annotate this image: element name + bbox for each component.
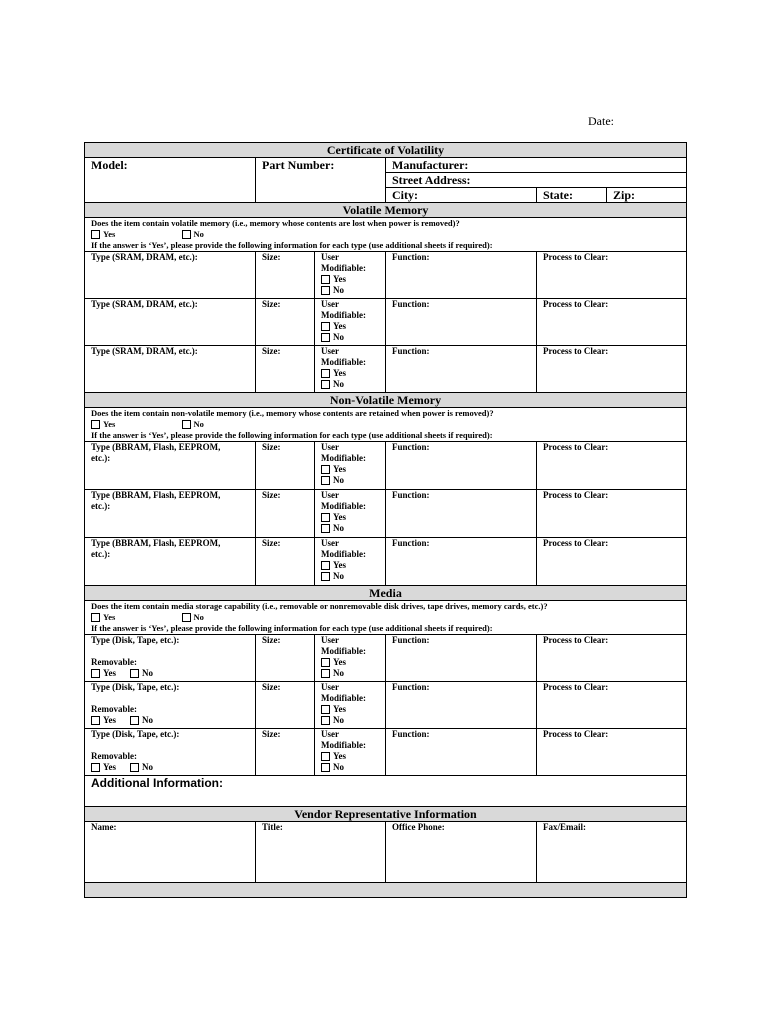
modifiable-no-checkbox[interactable] [321,572,330,581]
modifiable-yes-checkbox[interactable] [321,322,330,331]
removable-label: Removable: [91,704,137,714]
function-field[interactable]: Function: [386,252,537,299]
yes-label: Yes [333,368,346,378]
vendor-fax-email-field[interactable]: Fax/Email: [537,822,687,883]
process-field[interactable]: Process to Clear: [537,252,687,299]
removable-no-checkbox[interactable] [130,716,139,725]
user-label: User [321,635,339,645]
yes-label: Yes [333,657,346,667]
model-field[interactable]: Model: [85,158,256,203]
user-label: User [321,346,339,356]
function-field[interactable]: Function: [386,682,537,729]
yes-label: Yes [333,560,346,570]
media-row [85,635,687,682]
media-no-checkbox[interactable] [182,613,191,622]
process-field[interactable]: Process to Clear: [537,538,687,586]
modifiable-yes-checkbox[interactable] [321,705,330,714]
process-field[interactable]: Process to Clear: [537,299,687,346]
nonvolatile-memory-title: Non-Volatile Memory [85,393,687,408]
user-label: User [321,729,339,739]
function-field[interactable]: Function: [386,346,537,393]
function-field[interactable]: Function: [386,490,537,538]
vendor-phone-field[interactable]: Office Phone: [386,822,537,883]
user-label: User [321,442,339,452]
size-field[interactable]: Size: [256,252,315,299]
certificate-table [84,142,687,898]
nonvolatile-yes-label: Yes [103,419,116,429]
no-label: No [333,332,344,342]
size-field[interactable]: Size: [256,729,315,776]
user-label: User [321,538,339,548]
user-modifiable-cell [315,442,386,490]
removable-yes-checkbox[interactable] [91,669,100,678]
type-field[interactable]: Type (BBRAM, Flash, EEPROM, etc.): [85,538,256,586]
no-label: No [333,571,344,581]
volatile-row [85,299,687,346]
media-row [85,682,687,729]
modifiable-no-checkbox[interactable] [321,333,330,342]
type-field[interactable]: Type (Disk, Tape, etc.): [91,635,180,645]
size-field[interactable]: Size: [256,635,315,682]
size-field[interactable]: Size: [256,299,315,346]
user-modifiable-cell [315,346,386,393]
nonvolatile-instruction: If the answer is ‘Yes’, please provide the following information for each type (use additional sheets if required): [91,430,493,440]
modifiable-label: Modifiable: [321,740,366,750]
type-field[interactable]: Type (BBRAM, Flash, EEPROM, etc.): [85,442,256,490]
volatile-no-label: No [193,229,204,239]
modifiable-label: Modifiable: [321,549,366,559]
modifiable-yes-checkbox[interactable] [321,465,330,474]
function-field[interactable]: Function: [386,729,537,776]
zip-field[interactable]: Zip: [607,188,687,203]
date-label: Date: [588,114,614,128]
modifiable-yes-checkbox[interactable] [321,658,330,667]
volatile-memory-title: Volatile Memory [85,203,687,218]
process-field[interactable]: Process to Clear: [537,682,687,729]
media-question-cell [85,601,687,635]
size-field[interactable]: Size: [256,682,315,729]
user-label: User [321,490,339,500]
manufacturer-field[interactable]: Manufacturer: [386,158,687,173]
yes-label: Yes [333,464,346,474]
modifiable-yes-checkbox[interactable] [321,513,330,522]
function-field[interactable]: Function: [386,442,537,490]
footer-bar [85,883,687,898]
yes-label: Yes [103,668,116,678]
function-field[interactable]: Function: [386,635,537,682]
no-label: No [333,285,344,295]
media-type-cell [85,635,256,682]
certificate-form [84,142,686,898]
media-instruction: If the answer is ‘Yes’, please provide the following information for each type (use additional sheets if required): [91,623,493,633]
process-field[interactable]: Process to Clear: [537,490,687,538]
removable-no-checkbox[interactable] [130,763,139,772]
media-yes-checkbox[interactable] [91,613,100,622]
removable-no-checkbox[interactable] [130,669,139,678]
nonvolatile-question-cell [85,408,687,442]
yes-label: Yes [333,751,346,761]
modifiable-label: Modifiable: [321,357,366,367]
nonvolatile-yes-checkbox[interactable] [91,420,100,429]
vendor-name-field[interactable]: Name: [85,822,256,883]
modifiable-no-checkbox[interactable] [321,669,330,678]
modifiable-no-checkbox[interactable] [321,476,330,485]
modifiable-label: Modifiable: [321,693,366,703]
media-title: Media [85,586,687,601]
yes-label: Yes [103,715,116,725]
nonvolatile-question: Does the item contain non-volatile memory (i.e., memory whose contents are retained when power is removed)? [91,408,494,418]
volatile-row [85,252,687,299]
no-label: No [333,475,344,485]
modifiable-label: Modifiable: [321,501,366,511]
nonvolatile-answer-options [91,419,686,430]
type-field[interactable]: Type (SRAM, DRAM, etc.): [85,346,256,393]
nonvolatile-no-checkbox[interactable] [182,420,191,429]
nonvolatile-no-label: No [193,419,204,429]
modifiable-label: Modifiable: [321,453,366,463]
user-label: User [321,252,339,262]
removable-yes-checkbox[interactable] [91,763,100,772]
yes-label: Yes [333,321,346,331]
street-address-field[interactable]: Street Address: [386,173,687,188]
volatile-answer-options [91,229,686,240]
modifiable-no-checkbox[interactable] [321,524,330,533]
modifiable-no-checkbox[interactable] [321,380,330,389]
no-label: No [142,762,153,772]
media-answer-options [91,612,686,623]
modifiable-label: Modifiable: [321,310,366,320]
volatile-row [85,346,687,393]
modifiable-no-checkbox[interactable] [321,286,330,295]
media-type-cell [85,682,256,729]
user-modifiable-cell [315,729,386,776]
user-modifiable-cell [315,490,386,538]
user-label: User [321,682,339,692]
media-question: Does the item contain media storage capability (i.e., removable or nonremovable disk drives, tape drives, memory cards, etc.)? [91,601,548,611]
type-field[interactable]: Type (Disk, Tape, etc.): [91,682,180,692]
modifiable-label: Modifiable: [321,646,366,656]
city-field[interactable]: City: [386,188,537,203]
volatile-question-cell [85,218,687,252]
media-row [85,729,687,776]
no-label: No [142,668,153,678]
no-label: No [333,715,344,725]
yes-label: Yes [103,762,116,772]
process-field[interactable]: Process to Clear: [537,729,687,776]
modifiable-yes-checkbox[interactable] [321,561,330,570]
user-modifiable-cell [315,635,386,682]
size-field[interactable]: Size: [256,346,315,393]
user-modifiable-cell [315,252,386,299]
volatile-yes-label: Yes [103,229,116,239]
size-field[interactable]: Size: [256,442,315,490]
yes-label: Yes [333,512,346,522]
yes-label: Yes [333,704,346,714]
type-field[interactable]: Type (SRAM, DRAM, etc.): [85,252,256,299]
volatile-yes-checkbox[interactable] [91,230,100,239]
removable-label: Removable: [91,657,137,667]
modifiable-yes-checkbox[interactable] [321,369,330,378]
type-field[interactable]: Type (BBRAM, Flash, EEPROM, etc.): [85,490,256,538]
media-yes-label: Yes [103,612,116,622]
volatile-instruction: If the answer is ‘Yes’, please provide the following information for each type (use additional sheets if required): [91,240,493,250]
size-field[interactable]: Size: [256,490,315,538]
user-label: User [321,299,339,309]
additional-information-field[interactable]: Additional Information: [85,776,687,807]
modifiable-yes-checkbox[interactable] [321,752,330,761]
no-label: No [333,379,344,389]
no-label: No [142,715,153,725]
volatile-question: Does the item contain volatile memory (i.e., memory whose contents are lost when power is removed)? [91,218,460,228]
media-no-label: No [193,612,204,622]
user-modifiable-cell [315,538,386,586]
volatile-no-checkbox[interactable] [182,230,191,239]
modifiable-no-checkbox[interactable] [321,716,330,725]
user-modifiable-cell [315,682,386,729]
process-field[interactable]: Process to Clear: [537,442,687,490]
type-field[interactable]: Type (SRAM, DRAM, etc.): [85,299,256,346]
no-label: No [333,668,344,678]
user-modifiable-cell [315,299,386,346]
no-label: No [333,762,344,772]
process-field[interactable]: Process to Clear: [537,635,687,682]
type-field[interactable]: Type (Disk, Tape, etc.): [91,729,180,739]
certificate-title: Certificate of Volatility [85,143,687,158]
modifiable-yes-checkbox[interactable] [321,275,330,284]
modifiable-no-checkbox[interactable] [321,763,330,772]
nonvolatile-row [85,442,687,490]
media-type-cell [85,729,256,776]
modifiable-label: Modifiable: [321,263,366,273]
nonvolatile-row [85,490,687,538]
removable-yes-checkbox[interactable] [91,716,100,725]
yes-label: Yes [333,274,346,284]
part-number-field[interactable]: Part Number: [256,158,386,203]
vendor-title-field[interactable]: Title: [256,822,386,883]
state-field[interactable]: State: [537,188,607,203]
no-label: No [333,523,344,533]
nonvolatile-row [85,538,687,586]
function-field[interactable]: Function: [386,299,537,346]
function-field[interactable]: Function: [386,538,537,586]
vendor-section-title: Vendor Representative Information [85,807,687,822]
removable-label: Removable: [91,751,137,761]
size-field[interactable]: Size: [256,538,315,586]
process-field[interactable]: Process to Clear: [537,346,687,393]
